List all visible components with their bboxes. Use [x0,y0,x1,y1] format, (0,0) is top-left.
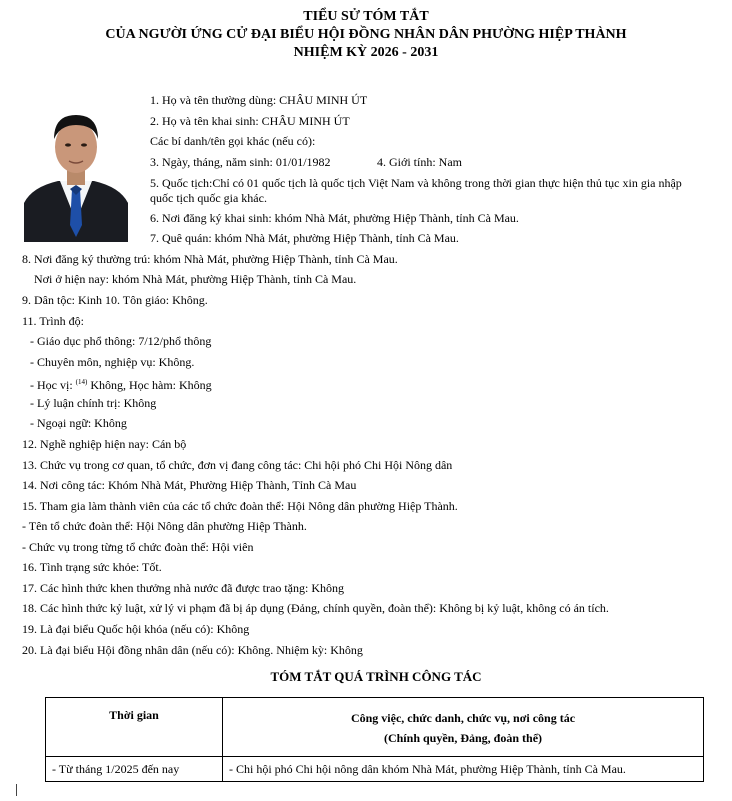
doc-title: TIỂU SỬ TÓM TẮT [303,9,429,24]
bio-current-residence: Nơi ở hiện nay: khóm Nhà Mát, phường Hiệp Thành, tỉnh Cà Mau. [34,272,357,286]
bio-birth-name: 2. Họ và tên khai sinh: CHÂU MINH ÚT [150,114,350,128]
bio-awards: 17. Các hình thức khen thưởng nhà nước đã được trao tặng: Không [22,581,344,595]
bio-hometown: 7. Quê quán: khóm Nhà Mát, phường Hiệp Thành, tỉnh Cà Mau. [150,231,459,245]
row-desc: - Chi hội phó Chi hội nông dân khóm Nhà Mát, phường Hiệp Thành, tỉnh Cà Mau. [223,757,704,782]
bio-specialization: - Chuyên môn, nghiệp vụ: Không. [30,355,195,369]
table-row [46,757,704,782]
bio-organization-name: - Tên tổ chức đoàn thể: Hội Nông dân phường Hiệp Thành. [22,519,307,533]
bio-birth-registration: 6. Nơi đăng ký khai sinh: khóm Nhà Mát, phường Hiệp Thành, tỉnh Cà Mau. [150,211,519,225]
candidate-portrait [24,95,128,242]
bio-position: 13. Chức vụ trong cơ quan, tổ chức, đơn vị đang công tác: Chi hội phó Chi Hội Nông dân [22,458,453,472]
bio-education-heading: 11. Trình độ: [22,314,84,328]
bio-aliases: Các bí danh/tên gọi khác (nếu có): [150,134,316,148]
doc-term: NHIỆM KỲ 2026 - 2031 [293,45,439,60]
bio-organization-role: - Chức vụ trong từng tổ chức đoàn thể: Hội viên [22,540,254,554]
bio-degree-value: Không, Học hàm: Không [87,378,212,392]
bio-discipline: 18. Các hình thức kỷ luật, xử lý vi phạm đã bị áp dụng (Đảng, chính quyền, đoàn thể): Không bị kỷ luật, không có án tích. [22,601,609,615]
text-cursor [16,784,17,796]
bio-nationality: 5. Quốc tịch:Chỉ có 01 quốc tịch là quốc tịch Việt Nam và không trong thời gian thực hiện thủ tục xin gia nhập [150,176,682,190]
bio-workplace: 14. Nơi công tác: Khóm Nhà Mát, Phường Hiệp Thành, Tỉnh Cà Mau [22,478,357,492]
bio-ethnicity-religion: 9. Dân tộc: Kinh 10. Tôn giáo: Không. [22,293,208,307]
bio-general-education: - Giáo dục phổ thông: 7/12/phổ thông [30,334,212,348]
bio-nationality-cont: quốc tịch quốc gia khác. [150,191,267,205]
row-time: - Từ tháng 1/2025 đến nay [46,757,223,782]
bio-degree-label: - Học vị: [30,378,76,392]
col-work-header [223,698,704,757]
work-history-table [45,697,704,782]
bio-political-theory: - Lý luận chính trị: Không [30,396,157,410]
bio-health: 16. Tình trạng sức khỏe: Tốt. [22,560,162,574]
table-header-row [46,698,704,757]
bio-common-name: 1. Họ và tên thường dùng: CHÂU MINH ÚT [150,93,368,107]
bio-organizations: 15. Tham gia làm thành viên của các tổ chức đoàn thể: Hội Nông dân phường Hiệp Thành. [22,499,458,513]
bio-national-assembly: 19. Là đại biểu Quốc hội khóa (nếu có): Không [22,622,250,636]
col-work-header-line2: (Chính quyền, Đảng, đoàn thể) [383,731,543,745]
col-time-header: Thời gian [46,698,223,757]
bio-peoples-council: 20. Là đại biểu Hội đồng nhân dân (nếu có): Không. Nhiệm kỳ: Không [22,643,363,657]
bio-degree [30,375,212,393]
col-work-header-line1: Công việc, chức danh, chức vụ, nơi công tác [350,711,576,725]
bio-gender: 4. Giới tính: Nam [377,155,463,169]
footnote-marker: (14) [75,378,88,386]
bio-birth-date: 3. Ngày, tháng, năm sinh: 01/01/1982 [150,155,331,169]
doc-subtitle: CỦA NGƯỜI ỨNG CỬ ĐẠI BIỂU HỘI ĐỒNG NHÂN DÂN PHƯỜNG HIỆP THÀNH [105,27,627,42]
bio-occupation: 12. Nghề nghiệp hiện nay: Cán bộ [22,437,187,451]
work-history-title: TÓM TẮT QUÁ TRÌNH CÔNG TÁC [270,669,482,684]
bio-foreign-language: - Ngoại ngữ: Không [30,416,127,430]
bio-permanent-residence: 8. Nơi đăng ký thường trú: khóm Nhà Mát, phường Hiệp Thành, tỉnh Cà Mau. [22,252,398,266]
